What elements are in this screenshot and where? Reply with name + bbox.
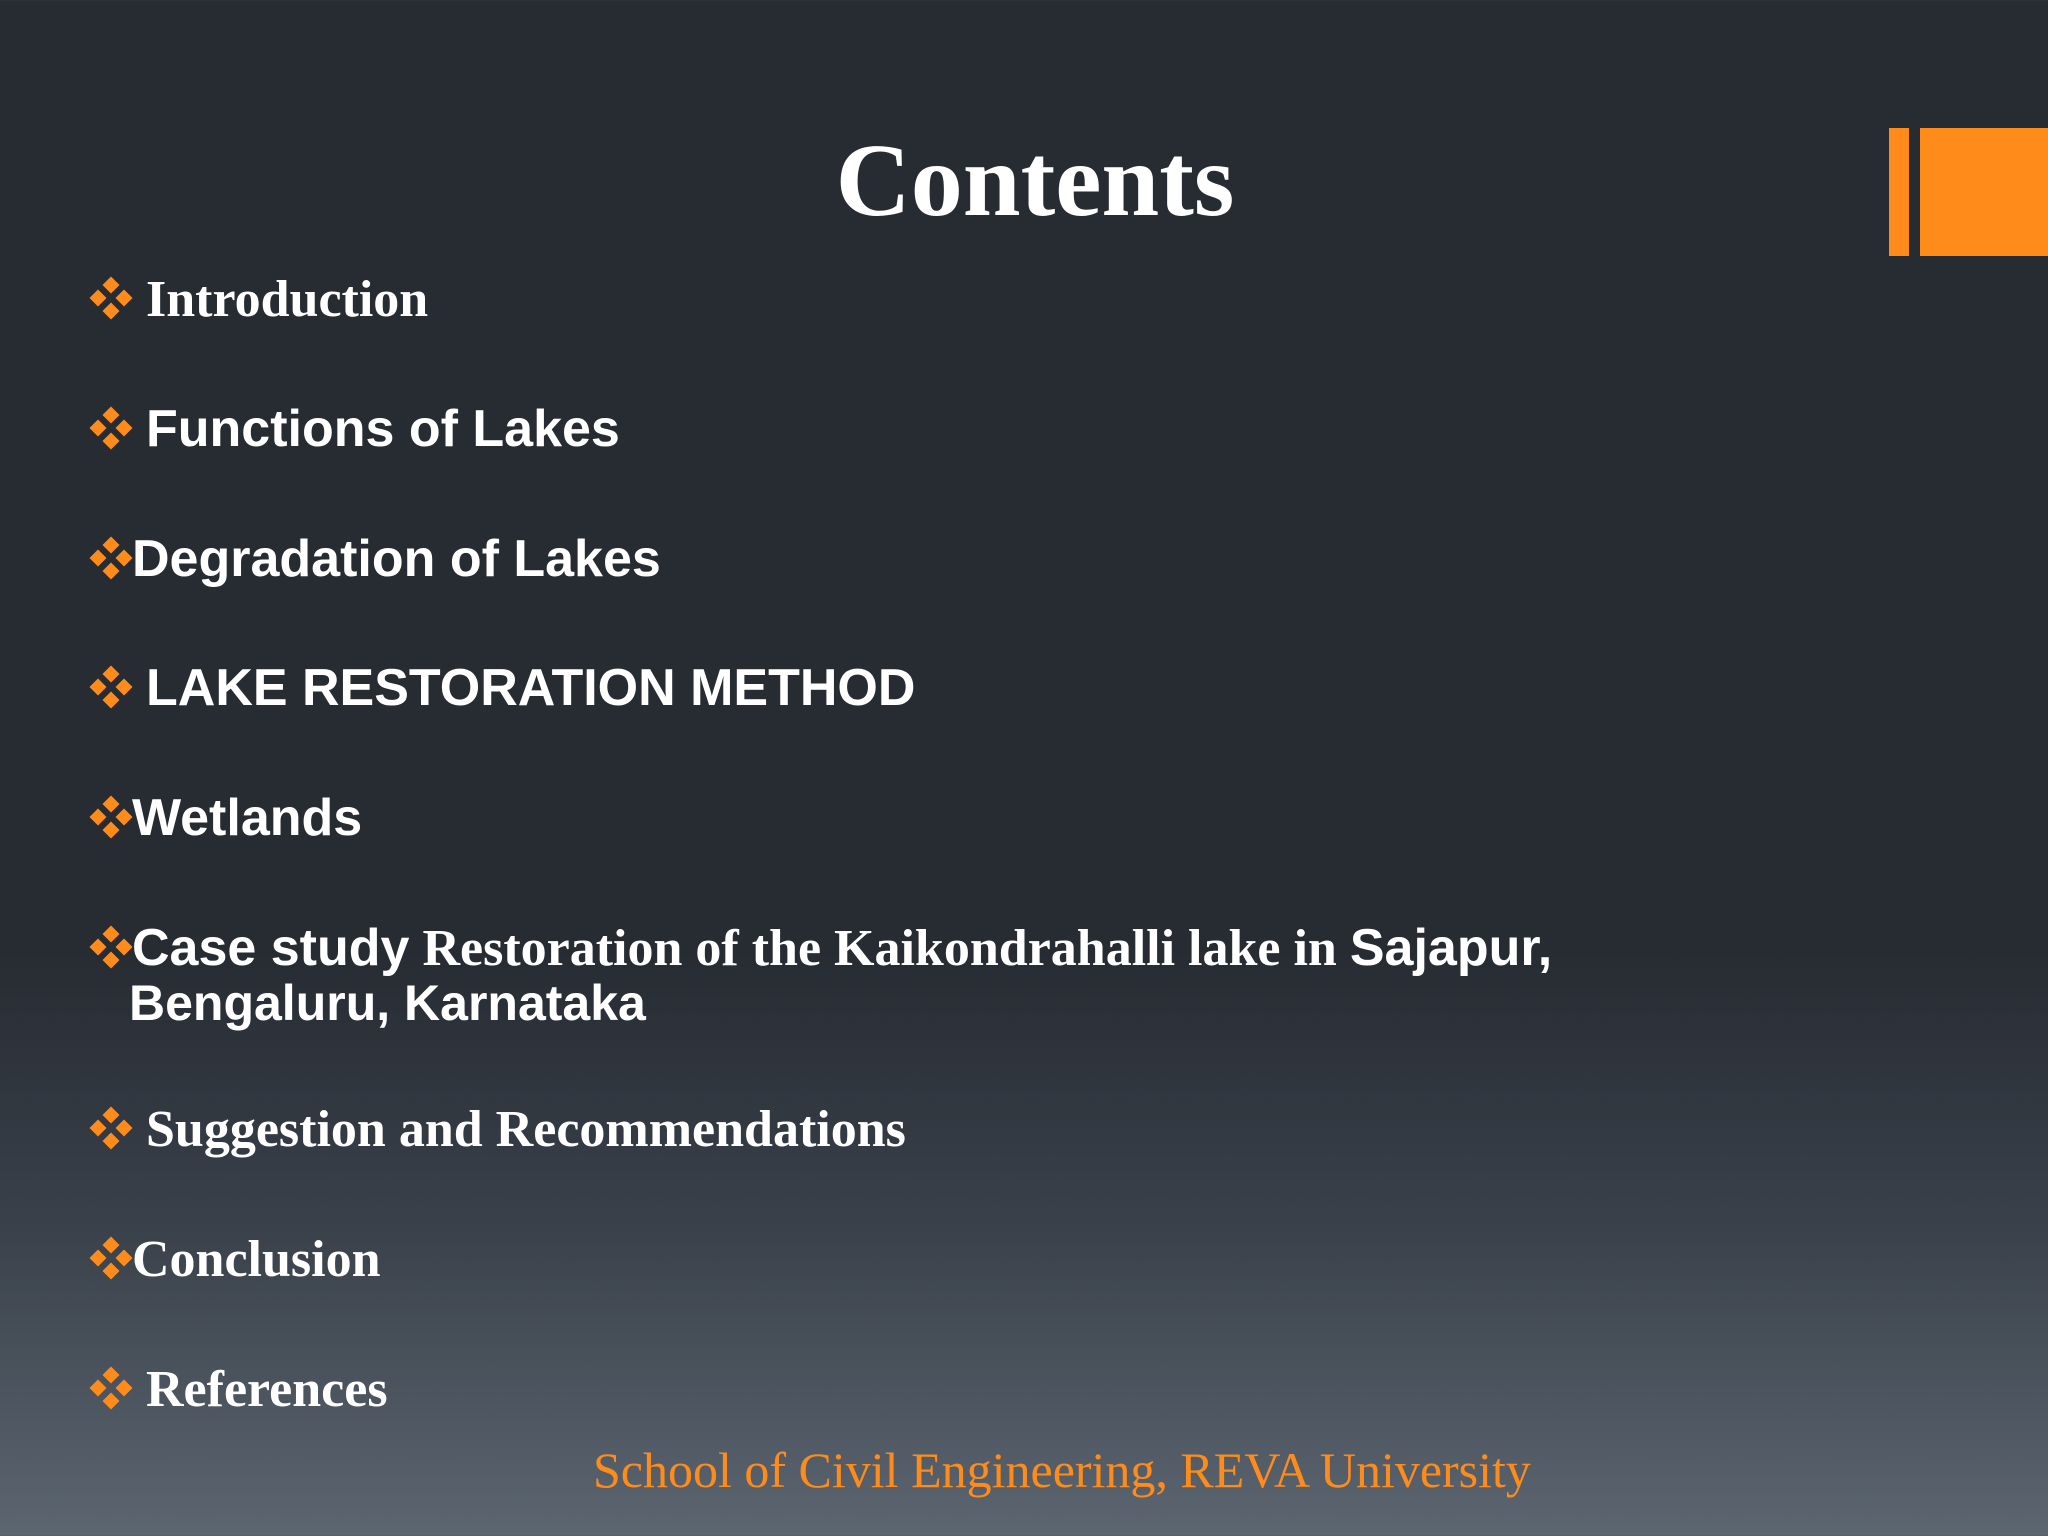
list-item-label: Suggestion and Recommendations — [146, 1101, 906, 1158]
case-study-location: Sajapur, — [1349, 919, 1553, 977]
list-item-label: Introduction — [146, 271, 429, 328]
list-item-functions — [90, 400, 620, 458]
diamond-bullet-icon — [90, 666, 132, 708]
diamond-bullet-icon — [90, 926, 132, 968]
list-item-label: Wetlands — [132, 789, 363, 847]
list-item-introduction — [90, 271, 429, 328]
list-item-label: Degradation of Lakes — [132, 530, 661, 588]
list-item-case-study — [90, 919, 1553, 977]
list-item-wetlands — [90, 789, 363, 847]
list-item-conclusion — [90, 1231, 381, 1288]
list-item-restoration-method — [90, 659, 916, 717]
list-item-references — [90, 1361, 388, 1418]
slide-footer: School of Civil Engineering, REVA University — [593, 1442, 1531, 1498]
diamond-bullet-icon — [90, 407, 132, 449]
list-item-label: References — [146, 1361, 388, 1418]
diamond-bullet-icon — [90, 796, 132, 838]
diamond-bullet-icon — [90, 277, 132, 319]
diamond-bullet-icon — [90, 1367, 132, 1409]
list-item-label: LAKE RESTORATION METHOD — [146, 659, 916, 717]
case-study-label: Case study — [132, 919, 410, 977]
diamond-bullet-icon — [90, 1237, 132, 1279]
case-study-title: Restoration of the Kaikondrahalli lake in — [422, 920, 1337, 977]
slide-title: Contents — [835, 123, 1235, 238]
diamond-bullet-icon — [90, 537, 132, 579]
diamond-bullet-icon — [90, 1107, 132, 1149]
list-item-label: Functions of Lakes — [146, 400, 620, 458]
list-item-degradation — [90, 530, 661, 588]
case-study-location-line2: Bengaluru, Karnataka — [129, 975, 646, 1031]
list-item-suggestions — [90, 1101, 906, 1158]
list-item-label: Conclusion — [132, 1231, 381, 1288]
